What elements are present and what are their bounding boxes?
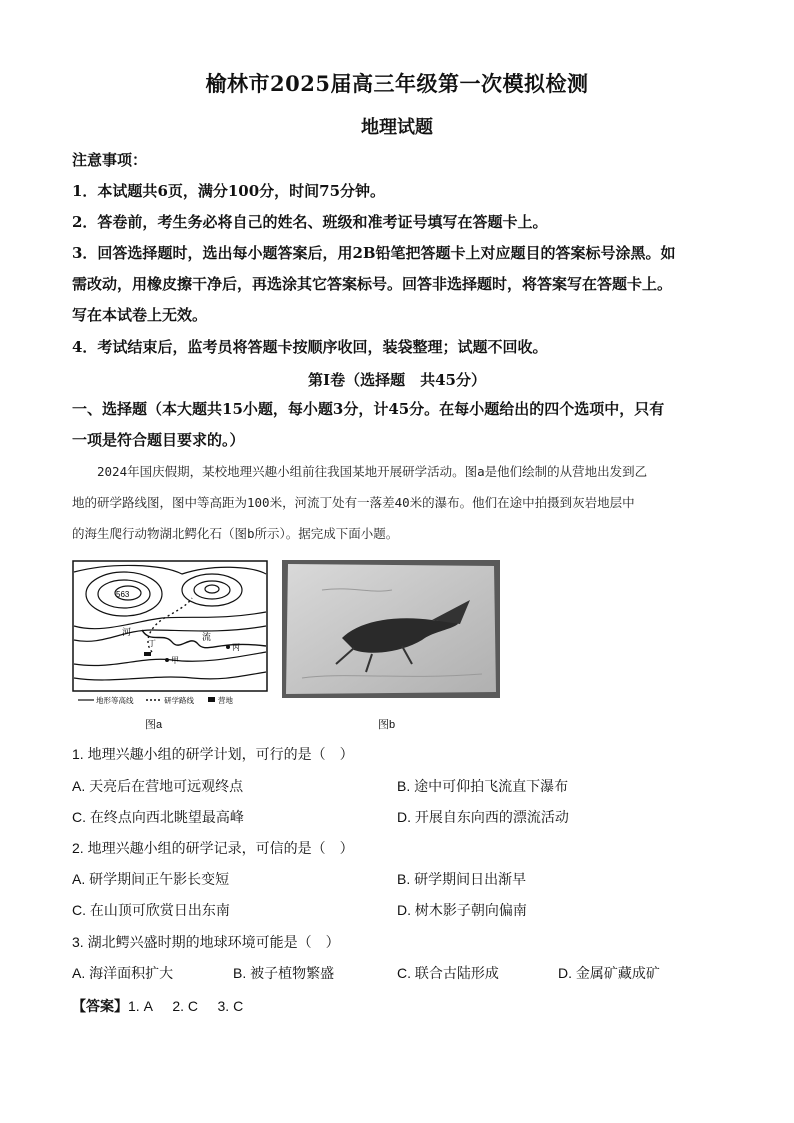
passage-line: 的海生爬行动物湖北鳄化石（图b所示）。据完成下面小题。 (72, 526, 399, 541)
notice-item: 写在本试卷上无效。 (72, 306, 208, 324)
passage-line: 2024年国庆假期，某校地理兴趣小组前往我国某地开展研学活动。图a是他们绘制的从营地出发到乙 (72, 464, 648, 479)
page-title: 榆林市2025届高三年级第一次模拟检测 (205, 71, 589, 96)
question-1-stem: 1. 地理兴趣小组的研学计划，可行的是（ ） (72, 746, 354, 762)
page-subtitle: 地理试题 (361, 117, 433, 138)
figure-a-caption: 图a (145, 719, 163, 731)
label-river: 河 (122, 627, 132, 637)
label-river2: 流 (202, 632, 212, 642)
figure-a-contour-map (72, 560, 268, 706)
notice-heading: 注意事项： (72, 151, 148, 169)
notice-item: 1．本试题共6页，满分100分，时间75分钟。 (72, 182, 386, 200)
label-bing: 丙 (232, 643, 240, 652)
question-3-option-b: B. 被子植物繁盛 (233, 965, 335, 981)
part-instruction-line1: 一、选择题（本大题共15小题，每小题3分，计45分。在每小题给出的四个选项中，只有 (72, 400, 665, 418)
question-1-option-b: B. 途中可仰拍飞流直下瀑布 (397, 778, 569, 794)
answer-tag: 【答案】 (72, 998, 128, 1014)
answer-item: 3. C (217, 998, 244, 1014)
question-2-option-d: D. 树木影子朝向偏南 (397, 902, 527, 918)
part-instruction-line2: 一项是符合题目要求的。） (72, 431, 245, 449)
figure-b-fossil-photo (282, 560, 500, 698)
legend-camp: 营地 (218, 696, 233, 705)
question-3-option-c: C. 联合古陆形成 (397, 965, 499, 981)
question-2-option-a: A. 研学期间正午影长变短 (72, 871, 230, 887)
question-3-option-d: D. 金属矿藏成矿 (558, 965, 660, 981)
question-2-stem: 2. 地理兴趣小组的研学记录，可信的是（ ） (72, 840, 354, 856)
answer-item: 2. C (172, 998, 199, 1014)
answer-item: 1. A (128, 998, 153, 1014)
figure-b-caption: 图b (378, 719, 396, 731)
answer-line (72, 996, 243, 1016)
question-2-option-c: C. 在山顶可欣赏日出东南 (72, 902, 230, 918)
elevation-label: 563 (116, 590, 130, 599)
notice-item: 3．回答选择题时，选出每小题答案后，用2B铅笔把答题卡上对应题目的答案标号涂黑。如 (72, 244, 676, 262)
passage-line: 地的研学路线图，图中等高距为100米，河流丁处有一落差40米的瀑布。他们在途中拍摄到灰岩地层中 (72, 495, 635, 510)
legend-route: 研学路线 (164, 696, 194, 705)
question-3-option-a: A. 海洋面积扩大 (72, 965, 174, 981)
label-ding: 丁 (148, 639, 156, 648)
question-1-option-a: A. 天亮后在营地可远观终点 (72, 778, 244, 794)
question-1-option-d: D. 开展自东向西的漂流活动 (397, 809, 569, 825)
section-heading: 第Ⅰ卷（选择题 共45分） (308, 371, 486, 389)
label-jia: 甲 (171, 656, 179, 665)
notice-item: 4．考试结束后，监考员将答题卡按顺序收回，装袋整理；试题不回收。 (72, 338, 548, 356)
legend-contour: 地形等高线 (96, 696, 134, 705)
notice-item: 需改动，用橡皮擦干净后，再选涂其它答案标号。回答非选择题时，将答案写在答题卡上。 (72, 275, 673, 293)
notice-item: 2．答卷前，考生务必将自己的姓名、班级和准考证号填写在答题卡上。 (72, 213, 548, 231)
question-1-option-c: C. 在终点向西北眺望最高峰 (72, 809, 244, 825)
question-2-option-b: B. 研学期间日出渐早 (397, 871, 527, 887)
question-3-stem: 3. 湖北鳄兴盛时期的地球环境可能是（ ） (72, 934, 340, 950)
